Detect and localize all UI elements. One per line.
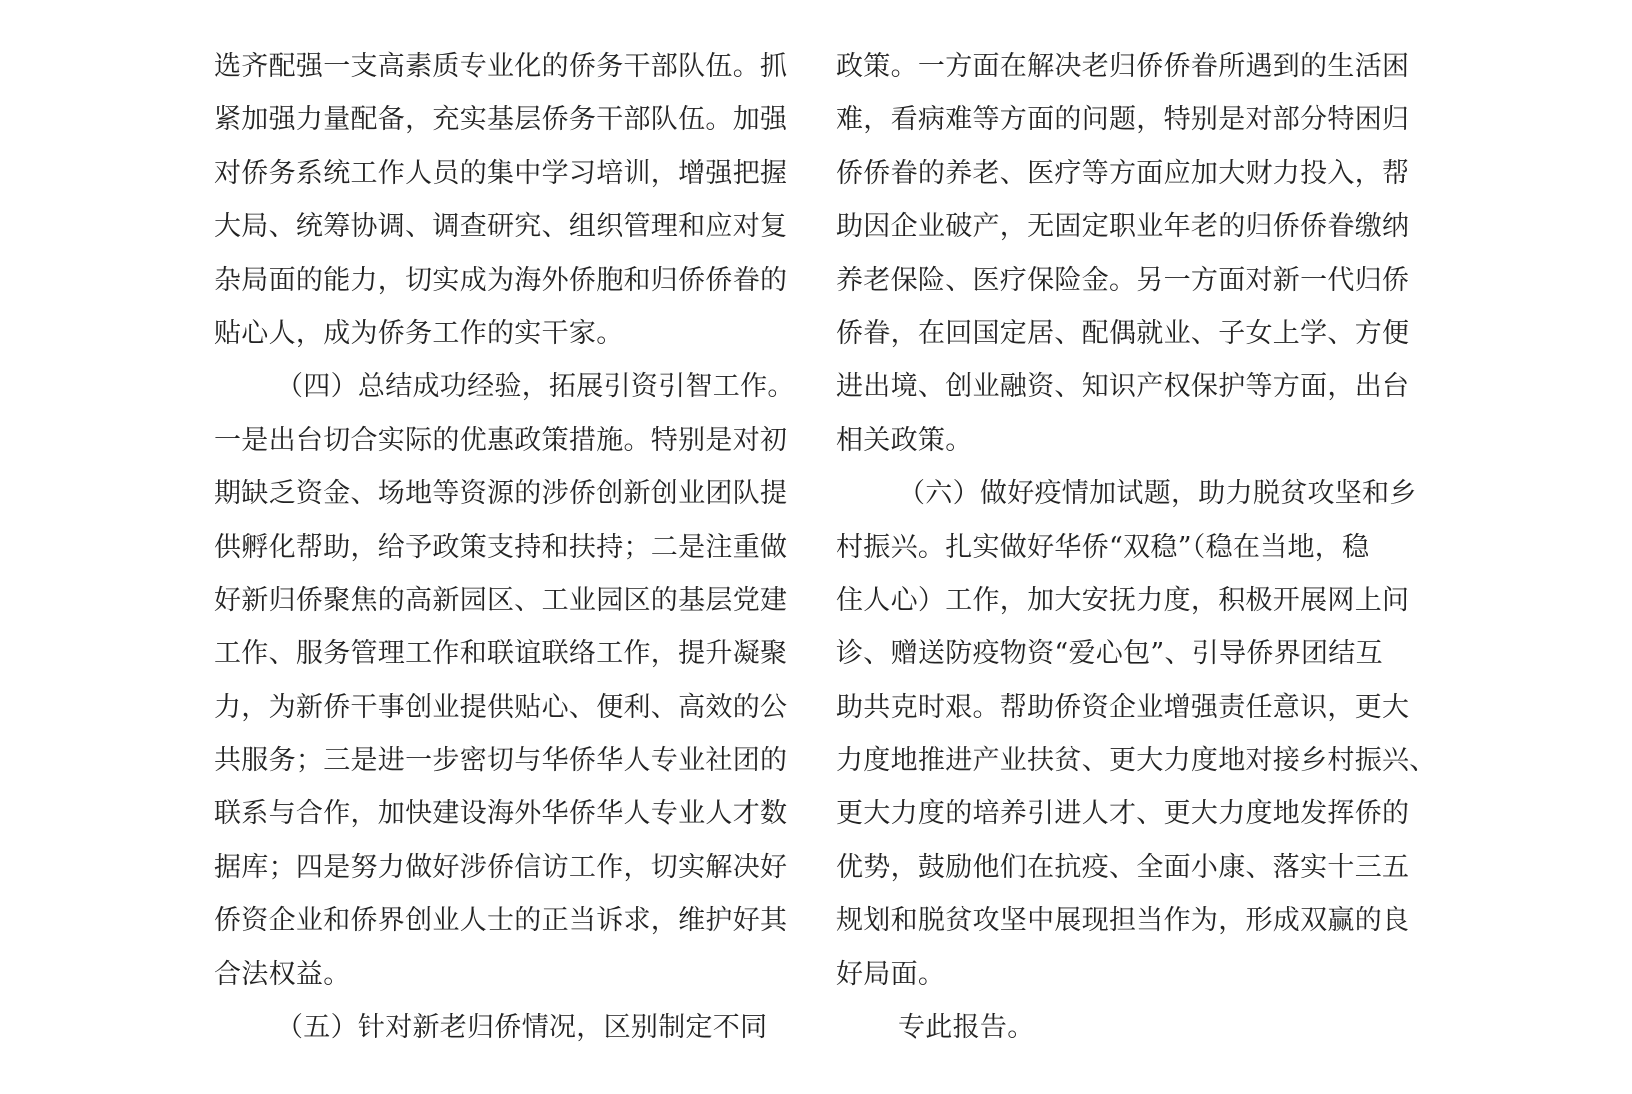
text-line: 贴心人，成为侨务工作的实干家。 [214, 317, 624, 349]
text-line: 相关政策。 [836, 424, 973, 456]
text-line: 规划和脱贫攻坚中展现担当作为，形成双赢的良 [836, 905, 1410, 937]
text-line: 力，为新侨干事创业提供贴心、便利、高效的公 [214, 691, 788, 723]
text-line: 政策。一方面在解决老归侨侨眷所遇到的生活困 [836, 51, 1410, 82]
text-line: 大局、统筹协调、调查研究、组织管理和应对复 [214, 211, 788, 243]
text-line: 助因企业破产，无固定职业年老的归侨侨眷缴纳 [836, 211, 1410, 243]
closing-remark: 专此报告。 [898, 1012, 1035, 1044]
text-line: 期缺乏资金、场地等资源的涉侨创新创业团队提 [214, 478, 788, 510]
text-line: 住人心）工作，加大安抚力度，积极开展网上问 [836, 584, 1410, 616]
text-line: 联系与合作，加快建设海外华侨华人专业人才数 [214, 798, 788, 830]
text-line: 侨侨眷的养老、医疗等方面应加大财力投入，帮 [836, 157, 1410, 189]
right-text-column [836, 40, 1437, 1054]
section-heading-four: （四）总结成功经验，拓展引资引智工作。 [276, 371, 795, 403]
text-line: 村振兴。扎实做好华侨“双稳”（稳在当地，稳 [836, 531, 1370, 563]
text-line: 力度地推进产业扶贫、更大力度地对接乡村振兴、 [836, 745, 1437, 777]
text-line: 工作、服务管理工作和联谊联络工作，提升凝聚 [214, 638, 788, 670]
text-line: 养老保险、医疗保险金。另一方面对新一代归侨 [836, 264, 1410, 296]
text-line: 选齐配强一支高素质专业化的侨务干部队伍。抓 [214, 51, 788, 82]
section-heading-five: （五）针对新老归侨情况，区别制定不同 [276, 1012, 768, 1044]
text-line: 助共克时艰。帮助侨资企业增强责任意识，更大 [836, 691, 1410, 723]
text-line: 进出境、创业融资、知识产权保护等方面，出台 [836, 371, 1410, 403]
text-line: 优势，鼓励他们在抗疫、全面小康、落实十三五 [836, 851, 1410, 883]
text-line: 侨眷，在回国定居、配偶就业、子女上学、方便 [836, 317, 1410, 349]
text-line: 合法权益。 [214, 958, 351, 990]
text-line: 好新归侨聚焦的高新园区、工业园区的基层党建 [214, 584, 788, 616]
text-line: 紧加强力量配备，充实基层侨务干部队伍。加强 [214, 104, 788, 136]
text-line: 更大力度的培养引进人才、更大力度地发挥侨的 [836, 798, 1410, 830]
text-line: 诊、赠送防疫物资“爱心包”、引导侨界团结互 [836, 638, 1383, 670]
text-line: 侨资企业和侨界创业人士的正当诉求，维护好其 [214, 905, 788, 937]
text-line: 共服务；三是进一步密切与华侨华人专业社团的 [214, 745, 788, 777]
left-text-column [214, 40, 795, 1054]
section-heading-six: （六）做好疫情加试题，助力脱贫攻坚和乡 [898, 478, 1417, 510]
text-line: 对侨务系统工作人员的集中学习培训，增强把握 [214, 157, 788, 189]
text-line: 据库；四是努力做好涉侨信访工作，切实解决好 [214, 851, 788, 883]
text-line: 一是出台切合实际的优惠政策措施。特别是对初 [214, 424, 788, 456]
text-line: 好局面。 [836, 958, 946, 990]
text-line: 供孵化帮助，给予政策支持和扶持；二是注重做 [214, 531, 788, 563]
text-line: 杂局面的能力，切实成为海外侨胞和归侨侨眷的 [214, 264, 788, 296]
text-line: 难，看病难等方面的问题，特别是对部分特困归 [836, 104, 1410, 136]
